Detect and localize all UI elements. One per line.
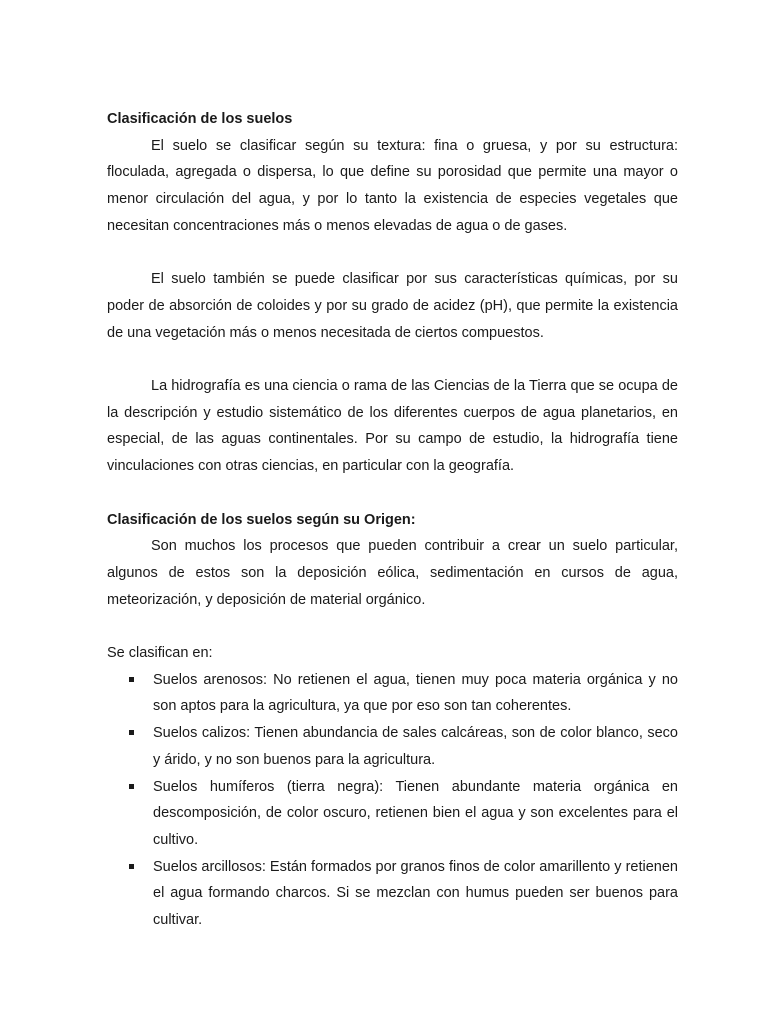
paragraph-procesos: Son muchos los procesos que pueden contribuir a crear un suelo particular, algunos de estos son la deposición eólica, sedimentación en cursos de agua, meteorización, y deposición de material orgánico. [107,538,678,608]
list-item-arenosos [107,667,678,720]
list-item-calizos [107,720,678,773]
list-item-humiferos [107,774,678,854]
list-item-text: Suelos calizos: Tienen abundancia de sales calcáreas, son de color blanco, seco y árido, y no son buenos para la agricultura. [153,725,678,768]
spacer [107,240,678,267]
spacer [107,346,678,373]
bullet-icon [129,730,134,735]
list-item-text: Suelos arenosos: No retienen el agua, tienen muy poca materia orgánica y no son aptos para la agricultura, ya que por eso son tan coherentes. [153,671,678,715]
paragraph-quimicas: El suelo también se puede clasificar por sus características químicas, por su poder de absorción de coloides y por su grado de acidez (pH), que permite la existencia de una vegetación más o menos necesitada de ciertos compuestos. [107,271,678,341]
bullet-icon [129,784,134,789]
list-item-text: Suelos arcillosos: Están formados por granos finos de color amarillento y retienen el agua formando charcos. Si se mezclan con humus pueden ser buenos para cultivar. [153,858,678,929]
spacer [107,480,678,507]
list-item-text: Suelos humíferos (tierra negra): Tienen abundante materia orgánica en descomposición, de color oscuro, retienen bien el agua y son excelentes para el cultivo. [153,778,678,848]
document-page [107,106,678,934]
paragraph-textura: El suelo se clasificar según su textura: fina o gruesa, y por su estructura: floculada, agregada o dispersa, lo que define su porosidad que permite una mayor o menor circulación del agua, y por lo tanto la existencia de especies vegetales que necesitan concentraciones más o menos elevadas de agua o de gases. [107,137,678,234]
bullet-icon [129,864,134,869]
spacer [107,613,678,640]
list-intro: Se clasifican en: [107,645,213,661]
section-title-origen: Clasificación de los suelos según su Origen: [107,511,416,528]
paragraph-hidrografia: La hidrografía es una ciencia o rama de las Ciencias de la Tierra que se ocupa de la descripción y estudio sistemático de los diferentes cuerpos de agua planetarios, en especial, de las aguas continentales. Por su campo de estudio, la hidrografía tiene vinculaciones con otras ciencias, en particular con la geografía. [107,378,678,475]
bullet-icon [129,677,134,682]
list-item-arcillosos [107,854,678,934]
section-title-clasificacion: Clasificación de los suelos [107,111,293,127]
soil-types-list [107,667,678,934]
